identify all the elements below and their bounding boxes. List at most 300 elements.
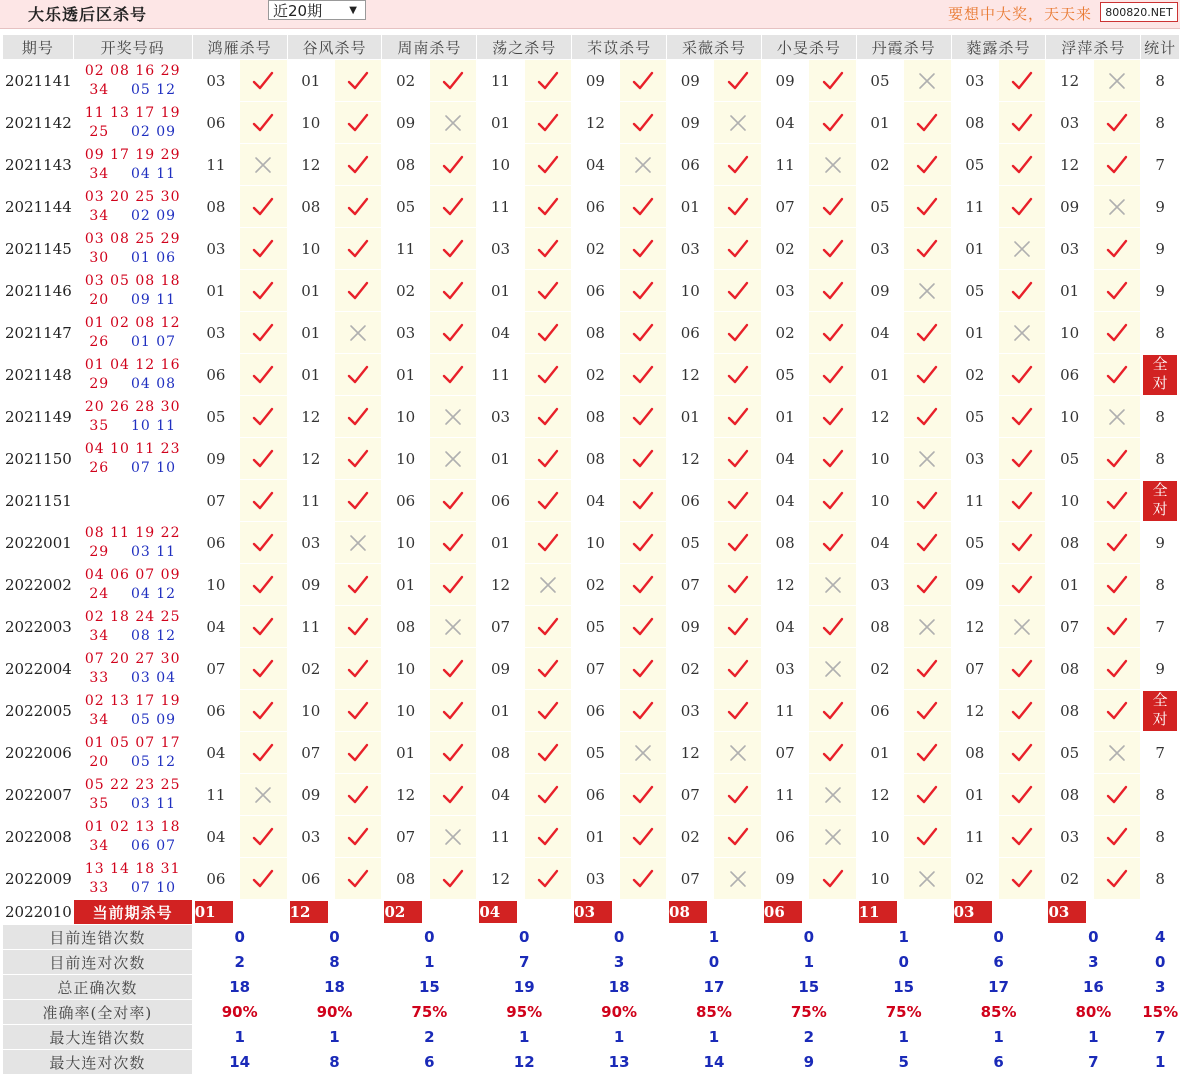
- draw-line2: [74, 795, 192, 814]
- summary-value: 5: [856, 1050, 951, 1075]
- result-cell: [1093, 312, 1140, 354]
- check-icon: [536, 783, 560, 807]
- check-icon: [726, 405, 750, 429]
- summary-value: 0: [192, 925, 287, 950]
- result-cell: [335, 354, 382, 396]
- summary-value: 6: [382, 1050, 477, 1075]
- check-icon: [346, 615, 370, 639]
- result-cell: [1093, 648, 1140, 690]
- check-icon: [726, 153, 750, 177]
- kill-number: 10: [382, 396, 429, 438]
- stat-cell: 9: [1141, 522, 1180, 564]
- check-icon: [821, 615, 845, 639]
- result-cell: [429, 354, 476, 396]
- table-row: [3, 774, 1180, 816]
- summary-value: 0: [572, 925, 667, 950]
- front-numbers-line1: 08 11 19 22: [84, 524, 181, 541]
- result-cell: [904, 606, 951, 648]
- result-cell: [240, 144, 287, 186]
- check-icon: [631, 825, 655, 849]
- result-cell: [1093, 396, 1140, 438]
- front-number-last: 34: [89, 165, 110, 182]
- result-cell: [714, 60, 761, 102]
- check-icon: [1105, 867, 1129, 891]
- table-row: [3, 858, 1180, 900]
- result-cell: [999, 522, 1046, 564]
- result-cell: [335, 480, 382, 522]
- check-icon: [726, 279, 750, 303]
- kill-number: 01: [287, 60, 334, 102]
- result-cell: [619, 606, 666, 648]
- kill-number: 02: [761, 312, 808, 354]
- result-cell: [429, 312, 476, 354]
- check-icon: [441, 489, 465, 513]
- kill-number: 07: [287, 732, 334, 774]
- stat-cell: 8: [1141, 438, 1180, 480]
- site-badge[interactable]: 800820.NET: [1100, 2, 1178, 22]
- result-cell: [999, 144, 1046, 186]
- result-cell: [714, 270, 761, 312]
- table-row: [3, 564, 1180, 606]
- result-cell: [240, 480, 287, 522]
- summary-value: 0: [1046, 925, 1141, 950]
- kill-number: 09: [761, 858, 808, 900]
- check-icon: [726, 699, 750, 723]
- front-number-last: 25: [89, 123, 110, 140]
- check-icon: [536, 69, 560, 93]
- result-cell: [904, 522, 951, 564]
- all-hit-char: 全: [1152, 480, 1168, 499]
- result-cell: [524, 774, 571, 816]
- check-icon: [441, 279, 465, 303]
- stat-cell: 8: [1141, 816, 1180, 858]
- front-numbers-line1: 09 17 19 29: [84, 146, 181, 163]
- result-cell: [619, 816, 666, 858]
- summary-value: 15: [856, 975, 951, 1000]
- kill-number: 04: [761, 438, 808, 480]
- summary-value: 2: [382, 1025, 477, 1050]
- check-icon: [821, 489, 845, 513]
- result-cell: [524, 102, 571, 144]
- draw-line2: [74, 417, 192, 436]
- result-cell: [619, 270, 666, 312]
- check-icon: [726, 489, 750, 513]
- column-header: 统计: [1141, 35, 1180, 60]
- back-numbers: 03 04: [130, 669, 177, 686]
- check-icon: [631, 111, 655, 135]
- kill-number: 01: [382, 564, 429, 606]
- check-icon: [821, 531, 845, 555]
- current-stat-cell: [1141, 900, 1180, 925]
- period-cell: 2022007: [3, 774, 74, 816]
- summary-value: 7: [477, 950, 572, 975]
- result-cell: [714, 228, 761, 270]
- kill-number: 10: [856, 480, 903, 522]
- kill-number: 12: [477, 858, 524, 900]
- table-row: [3, 438, 1180, 480]
- kill-number: 11: [477, 186, 524, 228]
- period-cell: 2021142: [3, 102, 74, 144]
- kill-number: 03: [951, 438, 998, 480]
- summary-value: 1: [192, 1025, 287, 1050]
- kill-number: 11: [477, 816, 524, 858]
- check-icon: [821, 699, 845, 723]
- check-icon: [441, 699, 465, 723]
- front-numbers-line1: 03 20 25 30: [84, 188, 181, 205]
- result-cell: [240, 354, 287, 396]
- kill-number: 05: [382, 186, 429, 228]
- cross-icon: [1105, 195, 1129, 219]
- summary-value: 1: [287, 1025, 382, 1050]
- result-cell: [524, 270, 571, 312]
- result-cell: [240, 690, 287, 732]
- front-numbers-line1: 01 05 07 17: [84, 734, 181, 751]
- period-cell: 2022008: [3, 816, 74, 858]
- result-cell: [714, 102, 761, 144]
- front-numbers-line1: 02 18 24 25: [84, 608, 181, 625]
- check-icon: [631, 573, 655, 597]
- kill-number: 09: [287, 564, 334, 606]
- result-cell: [524, 312, 571, 354]
- result-cell: [335, 690, 382, 732]
- kill-number: 08: [382, 606, 429, 648]
- result-cell: [904, 228, 951, 270]
- result-cell: [999, 102, 1046, 144]
- draw-line2: [74, 207, 192, 226]
- summary-label: 目前连对次数: [3, 950, 193, 975]
- result-cell: [240, 732, 287, 774]
- check-icon: [726, 321, 750, 345]
- column-header: 浮萍杀号: [1046, 35, 1141, 60]
- draw-line2: [74, 837, 192, 856]
- result-cell: [809, 270, 856, 312]
- kill-number: 03: [951, 60, 998, 102]
- period-range-value: 近20期: [273, 2, 323, 20]
- kill-number: 07: [572, 648, 619, 690]
- result-cell: [335, 186, 382, 228]
- cross-icon: [251, 153, 275, 177]
- period-cell: 2022002: [3, 564, 74, 606]
- stat-cell: 9: [1141, 186, 1180, 228]
- current-kill-cell: [667, 900, 762, 925]
- front-numbers-line1: 02 13 17 19: [84, 692, 181, 709]
- front-number-last: 29: [89, 375, 110, 392]
- stat-cell: 7: [1141, 606, 1180, 648]
- chevron-down-icon: ▼: [349, 5, 357, 16]
- result-cell: [999, 396, 1046, 438]
- result-cell: [335, 522, 382, 564]
- kill-number: 11: [477, 60, 524, 102]
- draw-line2: [74, 81, 192, 100]
- summary-value: 1: [1141, 1050, 1180, 1075]
- stat-cell: 8: [1141, 396, 1180, 438]
- check-icon: [726, 531, 750, 555]
- result-cell: [809, 354, 856, 396]
- kill-number: 03: [572, 858, 619, 900]
- result-cell: [335, 858, 382, 900]
- kill-number: 03: [287, 522, 334, 564]
- result-cell: [809, 648, 856, 690]
- check-icon: [726, 825, 750, 849]
- check-icon: [251, 321, 275, 345]
- kill-number: 03: [667, 690, 714, 732]
- cross-icon: [915, 615, 939, 639]
- table-row: [3, 732, 1180, 774]
- result-cell: [335, 648, 382, 690]
- check-icon: [536, 237, 560, 261]
- front-number-last: 35: [89, 795, 110, 812]
- cross-icon: [821, 783, 845, 807]
- summary-value: 9: [761, 1050, 856, 1075]
- summary-value: 6: [951, 950, 1046, 975]
- kill-number: 04: [192, 606, 239, 648]
- kill-number: 12: [1046, 144, 1093, 186]
- table-row: [3, 522, 1180, 564]
- kill-number: 01: [382, 732, 429, 774]
- check-icon: [1010, 489, 1034, 513]
- result-cell: [999, 186, 1046, 228]
- kill-number: 04: [761, 102, 808, 144]
- column-header: 芣苡杀号: [572, 35, 667, 60]
- cross-icon: [726, 111, 750, 135]
- result-cell: [904, 858, 951, 900]
- kill-number: 10: [572, 522, 619, 564]
- check-icon: [1105, 279, 1129, 303]
- check-icon: [726, 657, 750, 681]
- check-icon: [346, 825, 370, 849]
- check-icon: [441, 153, 465, 177]
- kill-number: 12: [856, 396, 903, 438]
- kill-number: 11: [382, 228, 429, 270]
- summary-value: 0: [951, 925, 1046, 950]
- kill-number: 09: [572, 60, 619, 102]
- draw-numbers-cell: [73, 564, 192, 606]
- draw-numbers-cell: [73, 774, 192, 816]
- summary-value: 0: [856, 950, 951, 975]
- check-icon: [821, 69, 845, 93]
- current-kill-number: 06: [764, 901, 802, 923]
- check-icon: [1105, 699, 1129, 723]
- check-icon: [536, 153, 560, 177]
- page-title: 大乐透后区杀号: [28, 5, 148, 24]
- result-cell: [714, 354, 761, 396]
- period-cell: 2022001: [3, 522, 74, 564]
- kill-number: 03: [477, 396, 524, 438]
- result-cell: [619, 354, 666, 396]
- kill-number: 06: [572, 774, 619, 816]
- check-icon: [631, 531, 655, 555]
- check-icon: [251, 447, 275, 471]
- column-header: 周南杀号: [382, 35, 477, 60]
- result-cell: [809, 690, 856, 732]
- check-icon: [441, 657, 465, 681]
- kill-number: 02: [382, 270, 429, 312]
- kill-number: 02: [951, 354, 998, 396]
- summary-value: 0: [477, 925, 572, 950]
- kill-number: 12: [667, 354, 714, 396]
- kill-number: 05: [761, 354, 808, 396]
- back-numbers: 04 11: [130, 165, 177, 182]
- result-cell: [809, 732, 856, 774]
- cross-icon: [915, 279, 939, 303]
- result-cell: [999, 858, 1046, 900]
- check-icon: [1105, 783, 1129, 807]
- current-kill-cell: [287, 900, 382, 925]
- check-icon: [346, 69, 370, 93]
- kill-number: 12: [477, 564, 524, 606]
- kill-number: 07: [477, 606, 524, 648]
- check-icon: [346, 657, 370, 681]
- kill-number: 12: [667, 438, 714, 480]
- check-icon: [631, 405, 655, 429]
- kill-number: 03: [477, 228, 524, 270]
- back-numbers: 04 12: [130, 585, 177, 602]
- result-cell: [524, 228, 571, 270]
- kill-number: 10: [382, 690, 429, 732]
- back-numbers: 01 06: [130, 249, 177, 266]
- summary-value: 1: [951, 1025, 1046, 1050]
- kill-number: 05: [951, 144, 998, 186]
- kill-number: 03: [761, 648, 808, 690]
- all-hit-char: 对: [1152, 709, 1168, 728]
- cross-icon: [441, 825, 465, 849]
- kill-number: 08: [572, 438, 619, 480]
- cross-icon: [631, 153, 655, 177]
- kill-number: 10: [856, 438, 903, 480]
- result-cell: [1093, 186, 1140, 228]
- back-numbers: 05 09: [130, 711, 177, 728]
- back-numbers: 07 10: [130, 879, 177, 896]
- result-cell: [999, 564, 1046, 606]
- cross-icon: [915, 447, 939, 471]
- kill-number: 07: [667, 774, 714, 816]
- result-cell: [240, 228, 287, 270]
- kill-number: 01: [477, 690, 524, 732]
- kill-number: 09: [667, 102, 714, 144]
- result-cell: [429, 522, 476, 564]
- check-icon: [536, 279, 560, 303]
- result-cell: [619, 60, 666, 102]
- check-icon: [346, 153, 370, 177]
- current-kill-number: 03: [574, 901, 612, 923]
- check-icon: [631, 69, 655, 93]
- check-icon: [251, 489, 275, 513]
- cross-icon: [1010, 237, 1034, 261]
- result-cell: [335, 816, 382, 858]
- cross-icon: [251, 783, 275, 807]
- table-row: [3, 228, 1180, 270]
- check-icon: [346, 237, 370, 261]
- check-icon: [726, 363, 750, 387]
- summary-value: 16: [1046, 975, 1141, 1000]
- stat-cell: 7: [1141, 732, 1180, 774]
- kill-number: 07: [667, 564, 714, 606]
- summary-value: 4: [1141, 925, 1180, 950]
- kill-number: 07: [192, 648, 239, 690]
- summary-value: 2: [192, 950, 287, 975]
- current-kill-cell: [192, 900, 287, 925]
- result-cell: [714, 732, 761, 774]
- result-cell: [809, 102, 856, 144]
- period-cell: 2021150: [3, 438, 74, 480]
- kill-number: 06: [667, 144, 714, 186]
- kill-number: 05: [572, 606, 619, 648]
- summary-value: 80%: [1046, 1000, 1141, 1025]
- draw-line2: [74, 165, 192, 184]
- all-hit-char: 全: [1152, 690, 1168, 709]
- summary-value: 7: [1141, 1025, 1180, 1050]
- kill-number: 04: [761, 606, 808, 648]
- kill-number: 01: [477, 102, 524, 144]
- result-cell: [714, 774, 761, 816]
- check-icon: [1105, 447, 1129, 471]
- kill-number: 06: [382, 480, 429, 522]
- result-cell: [1093, 144, 1140, 186]
- front-number-last: 30: [89, 249, 110, 266]
- kill-number: 01: [477, 438, 524, 480]
- current-kill-number: 11: [859, 901, 897, 923]
- summary-value: 75%: [856, 1000, 951, 1025]
- kill-number: 12: [287, 438, 334, 480]
- check-icon: [251, 573, 275, 597]
- summary-value: 14: [192, 1050, 287, 1075]
- check-icon: [346, 111, 370, 135]
- back-numbers: 02 09: [130, 123, 177, 140]
- result-cell: [240, 522, 287, 564]
- kill-number: 07: [1046, 606, 1093, 648]
- back-numbers: 06 07: [130, 837, 177, 854]
- cross-icon: [1105, 69, 1129, 93]
- summary-value: 3: [1141, 975, 1180, 1000]
- summary-value: 15%: [1141, 1000, 1180, 1025]
- kill-number: 11: [761, 144, 808, 186]
- column-header: 开奖号码: [73, 35, 192, 60]
- check-icon: [441, 195, 465, 219]
- period-range-select[interactable]: [268, 0, 366, 20]
- table-row: [3, 144, 1180, 186]
- check-icon: [1010, 573, 1034, 597]
- result-cell: [999, 816, 1046, 858]
- kill-number: 12: [667, 732, 714, 774]
- kill-number: 10: [382, 438, 429, 480]
- check-icon: [631, 615, 655, 639]
- kill-number: 07: [951, 648, 998, 690]
- kill-number: 09: [667, 606, 714, 648]
- stat-cell: 8: [1141, 102, 1180, 144]
- check-icon: [915, 237, 939, 261]
- front-numbers-line1: 04 06 07 09: [84, 566, 181, 583]
- kill-number: 01: [856, 102, 903, 144]
- kill-number: 02: [761, 228, 808, 270]
- draw-line2: [74, 291, 192, 310]
- check-icon: [726, 783, 750, 807]
- result-cell: [335, 564, 382, 606]
- draw-line2: [74, 627, 192, 646]
- result-cell: [524, 732, 571, 774]
- result-cell: [240, 858, 287, 900]
- summary-value: 17: [951, 975, 1046, 1000]
- back-numbers: 05 12: [130, 753, 177, 770]
- check-icon: [821, 867, 845, 891]
- result-cell: [335, 606, 382, 648]
- table-row: [3, 354, 1180, 396]
- summary-value: 17: [667, 975, 762, 1000]
- result-cell: [904, 396, 951, 438]
- kill-number: 02: [382, 60, 429, 102]
- check-icon: [251, 867, 275, 891]
- result-cell: [714, 522, 761, 564]
- check-icon: [1105, 489, 1129, 513]
